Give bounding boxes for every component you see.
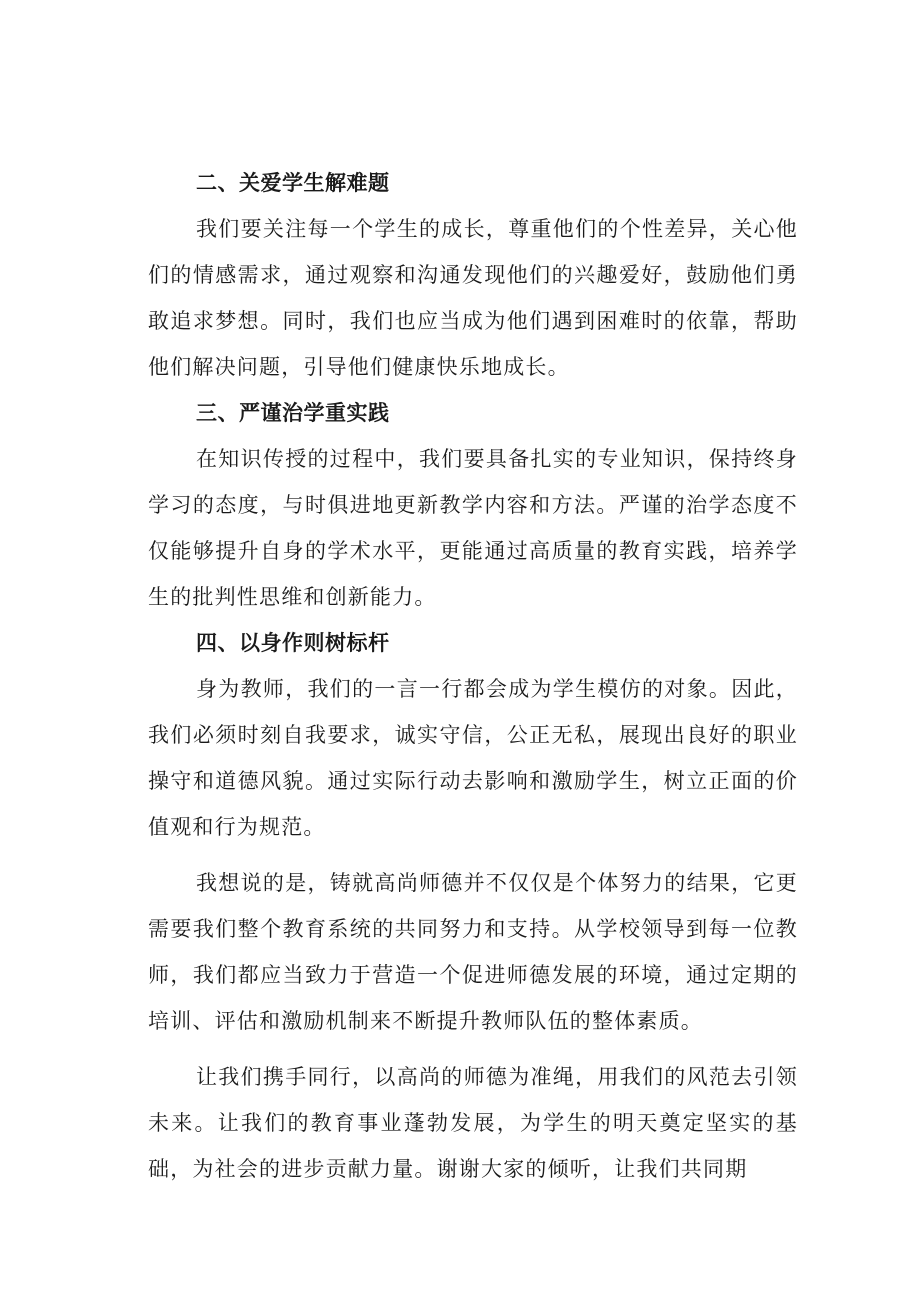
closing-paragraph-system-effort: 我想说的是，铸就高尚师德并不仅仅是个体努力的结果，它更需要我们整个教育系统的共同努力和支持。从学校领导到每一位教师，我们都应当致力于营造一个促进师德发展的环境，通过定期的培训、评估和激励机制来不断提升教师队伍的整体素质。 [148,871,798,1033]
section-heading-rigorous-scholarship: 三、严谨治学重实践 [196,401,390,425]
section-heading-lead-by-example: 四、以身作则树标杆 [196,631,390,655]
document-page [148,160,798,1192]
section-heading-care-students: 二、关爱学生解难题 [196,171,390,195]
closing-paragraph-call-to-action: 让我们携手同行，以高尚的师德为准绳，用我们的风范去引领未来。让我们的教育事业蓬勃发展，为学生的明天奠定坚实的基础，为社会的进步贡献力量。谢谢大家的倾听，让我们共同期 [148,1065,798,1181]
section-paragraph-rigorous-scholarship: 在知识传授的过程中，我们要具备扎实的专业知识，保持终身学习的态度，与时俱进地更新教学内容和方法。严谨的治学态度不仅能够提升自身的学术水平，更能通过高质量的教育实践，培养学生的批判性思维和创新能力。 [148,447,798,609]
section-paragraph-care-students: 我们要关注每一个学生的成长，尊重他们的个性差异，关心他们的情感需求，通过观察和沟通发现他们的兴趣爱好，鼓励他们勇敢追求梦想。同时，我们也应当成为他们遇到困难时的依靠，帮助他们解决问题，引导他们健康快乐地成长。 [148,217,798,379]
section-paragraph-lead-by-example: 身为教师，我们的一言一行都会成为学生模仿的对象。因此，我们必须时刻自我要求，诚实守信，公正无私，展现出良好的职业操守和道德风貌。通过实际行动去影响和激励学生，树立正面的价值观和行为规范。 [148,677,798,839]
